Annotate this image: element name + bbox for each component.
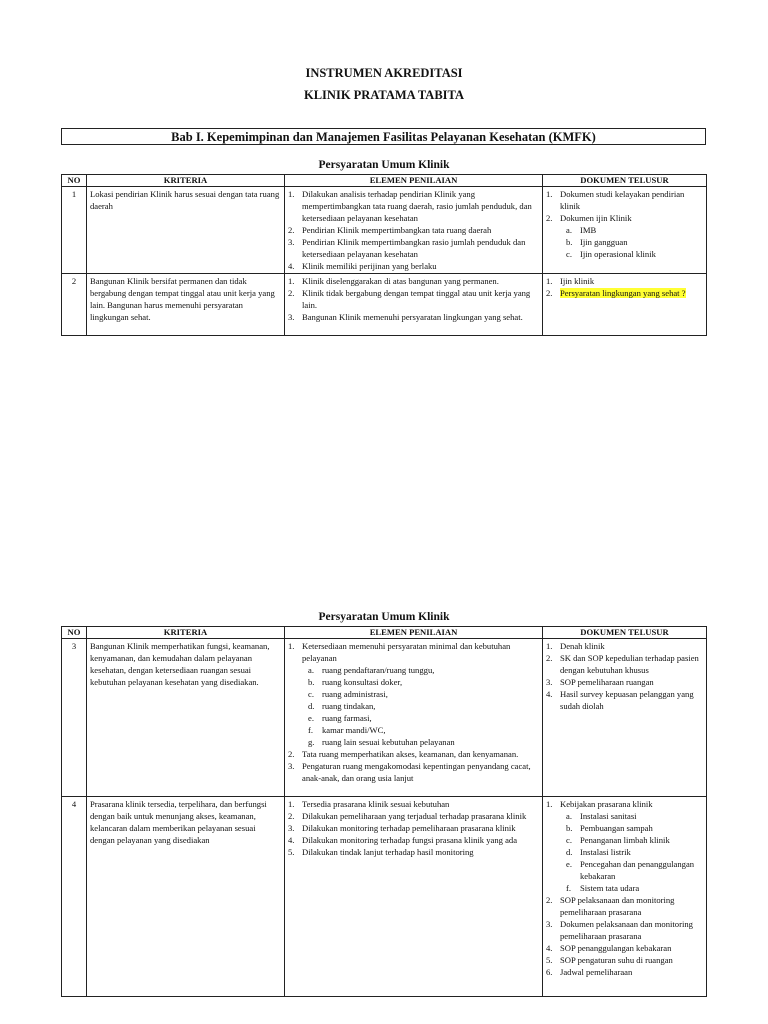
section1-subtitle: Persyaratan Umum Klinik	[318, 159, 450, 171]
table-row	[62, 274, 707, 336]
row-no: 4	[62, 797, 87, 997]
section2-subtitle: Persyaratan Umum Klinik	[318, 611, 450, 623]
col-kriteria: KRITERIA	[87, 175, 285, 187]
highlighted-text: Persyaratan lingkungan yang sehat ?	[560, 288, 686, 298]
col-kriteria: KRITERIA	[87, 627, 285, 639]
col-dokumen: DOKUMEN TELUSUR	[543, 627, 707, 639]
row-no: 3	[62, 639, 87, 797]
row-dokumen: 1. Kebijakan prasarana klinik a. Instalasi sanitasi b. Pembuangan sampah c. Penanganan limbah klinik d. Instalasi listrik e. Pencegahan dan penanggulangan kebakaran f. Sistem tata udara 2. SOP pelaksanaan dan monitoring pemeliharaan prasarana 3. Dokumen pelaksanaan dan monitoring pemeliharaan prasarana 4. SOP penanggulangan kebakaran 5. SOP pengaturan suhu di ruangan 6. Jadwal pemeliharaan	[543, 797, 707, 997]
row-dokumen: 1. Denah klinik 2. SK dan SOP kepedulian terhadap pasien dengan kebutuhan khusus 3. SOP pemeliharaan ruangan 4. Hasil survey kepuasan pelanggan yang sudah diolah	[543, 639, 707, 797]
row-kriteria: Prasarana klinik tersedia, terpelihara, dan berfungsi dengan baik untuk menunjang akses, keamanan, kelancaran dalam memberikan pelayanan sesuai dengan pelayanan yang disediakan	[87, 797, 285, 997]
document-title: INSTRUMEN AKREDITASI	[305, 66, 463, 80]
row-kriteria: Lokasi pendirian Klinik harus sesuai dengan tata ruang daerah	[87, 187, 285, 274]
row-elemen: 1. Klinik diselenggarakan di atas bangunan yang permanen. 2. Klinik tidak bergabung dengan tempat tinggal atau unit kerja yang lain. 3. Bangunan Klinik memenuhi persyaratan lingkungan yang sehat.	[285, 274, 543, 336]
row-dokumen: 1. Ijin klinik 2. Persyaratan lingkungan yang sehat ?	[543, 274, 707, 336]
col-no: NO	[62, 175, 87, 187]
row-elemen: 1. Dilakukan analisis terhadap pendirian Klinik yang mempertimbangkan tata ruang daerah, rasio jumlah penduduk, dan ketersediaan pelayanan kesehatan 2. Pendirian Klinik mempertimbangkan tata ruang daerah 3. Pendirian Klinik mempertimbangkan rasio jumlah penduduk dan ketersediaan pelayanan kesehatan 4. Klinik memiliki perijinan yang berlaku	[285, 187, 543, 274]
table-header-row	[62, 175, 707, 187]
row-elemen: 1. Tersedia prasarana klinik sesuai kebutuhan 2. Dilakukan pemeliharaan yang terjadual terhadap prasarana klinik 3. Dilakukan monitoring terhadap pemeliharaan prasarana klinik 4. Dilakukan monitoring terhadap fungsi prasana klinik yang ada 5. Dilakukan tindak lanjut terhadap hasil monitoring	[285, 797, 543, 997]
table-row	[62, 187, 707, 274]
table-header-row	[62, 627, 707, 639]
table-row	[62, 639, 707, 797]
row-kriteria: Bangunan Klinik memperhatikan fungsi, keamanan, kenyamanan, dan kemudahan dalam pelayanan kesehatan, dengan ketersediaan ruangan sesuai kebutuhan pelayanan kesehatan yang disediakan.	[87, 639, 285, 797]
row-no: 2	[62, 274, 87, 336]
row-kriteria: Bangunan Klinik bersifat permanen dan tidak bergabung dengan tempat tinggal atau unit kerja yang lain. Bangunan harus memenuhi persyaratan lingkungan sehat.	[87, 274, 285, 336]
criteria-table-1	[61, 174, 707, 336]
row-elemen: 1. Ketersediaan memenuhi persyaratan minimal dan kebutuhan pelayanan a. ruang pendaftaran/ruang tunggu, b. ruang konsultasi doker, c. ruang administrasi, d. ruang tindakan, e. ruang farmasi, f. kamar mandi/WC, g. ruang lain sesuai kebutuhan pelayanan 2. Tata ruang memperhatikan akses, keamanan, dan kenyamanan. 3. Pengaturan ruang mengakomodasi kepentingan penyandang cacat, anak-anak, dan orang usia lanjut	[285, 639, 543, 797]
col-elemen: ELEMEN PENILAIAN	[285, 627, 543, 639]
criteria-table-2	[61, 626, 707, 997]
col-dokumen: DOKUMEN TELUSUR	[543, 175, 707, 187]
clinic-name: KLINIK PRATAMA TABITA	[304, 88, 464, 102]
col-elemen: ELEMEN PENILAIAN	[285, 175, 543, 187]
row-no: 1	[62, 187, 87, 274]
col-no: NO	[62, 627, 87, 639]
table-row	[62, 797, 707, 997]
chapter-heading: Bab I. Kepemimpinan dan Manajemen Fasilitas Pelayanan Kesehatan (KMFK)	[61, 128, 706, 145]
row-dokumen: 1. Dokumen studi kelayakan pendirian klinik 2. Dokumen ijin Klinik a. IMB b. Ijin gangguan c. Ijin operasional klinik	[543, 187, 707, 274]
